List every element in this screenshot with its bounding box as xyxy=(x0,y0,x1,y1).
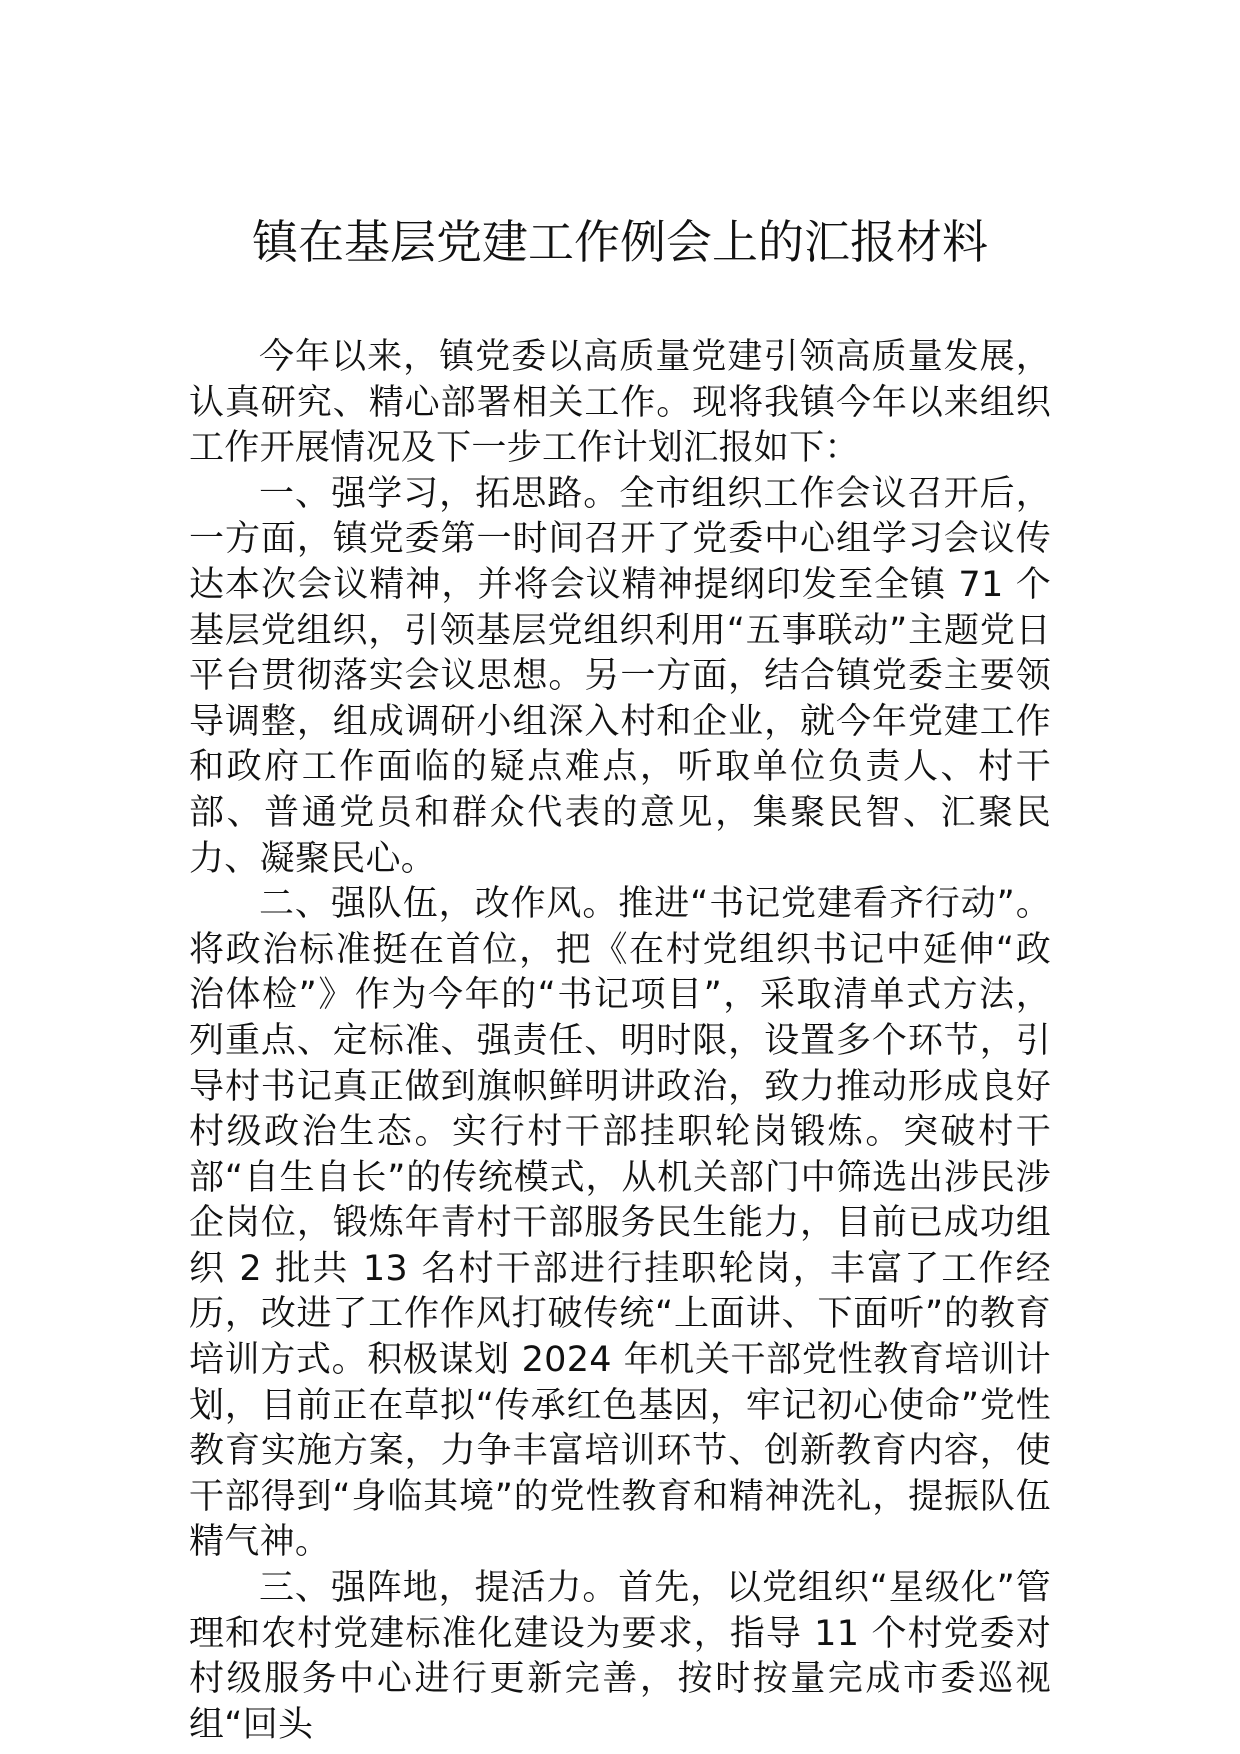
paragraph-section-3: 三、强阵地，提活力。首先，以党组织“星级化”管理和农村党建标准化建设为要求，指导 11 个村党委对村级服务中心进行更新完善，按时按量完成市委巡视组“回头 xyxy=(189,1568,1051,1745)
paragraph-section-2: 二、强队伍，改作风。推进“书记党建看齐行动”。将政治标准挺在首位，把《在村党组织书记中延伸“政治体检”》作为今年的“书记项目”，采取清单式方法，列重点、定标准、强责任、明时限，设置多个环节，引导村书记真正做到旗帜鲜明讲政治，致力推动形成良好村级政治生态。实行村干部挂职轮岗锻炼。突破村干部“自生自长”的传统模式，从机关部门中筛选出涉民涉企岗位，锻炼年青村干部服务民生能力，目前已成功组织 2 批共 13 名村干部进行挂职轮岗，丰富了工作经历，改进了工作作风打破传统“上面讲、下面听”的教育培训方式。积极谋划 2024 年机关干部党性教育培训计划，目前正在草拟“传承红色基因，牢记初心使命”党性教育实施方案，力争丰富培训环节、创新教育内容，使干部得到“身临其境”的党性教育和精神洗礼，提振队伍精气神。 xyxy=(189,884,1051,1563)
document-body xyxy=(189,335,1051,1748)
document-title: 镇在基层党建工作例会上的汇报材料 xyxy=(252,215,988,269)
paragraph-intro: 今年以来，镇党委以高质量党建引领高质量发展，认真研究、精心部署相关工作。现将我镇今年以来组织工作开展情况及下一步工作计划汇报如下： xyxy=(189,337,1051,469)
paragraph-section-1: 一、强学习，拓思路。全市组织工作会议召开后，一方面，镇党委第一时间召开了党委中心组学习会议传达本次会议精神，并将会议精神提纲印发至全镇 71 个基层党组织，引领基层党组织利用“五事联动”主题党日平台贯彻落实会议思想。另一方面，结合镇党委主要领导调整，组成调研小组深入村和企业，就今年党建工作和政府工作面临的疑点难点，听取单位负责人、村干部、普通党员和群众代表的意见，集聚民智、汇聚民力、凝聚民心。 xyxy=(189,473,1051,879)
